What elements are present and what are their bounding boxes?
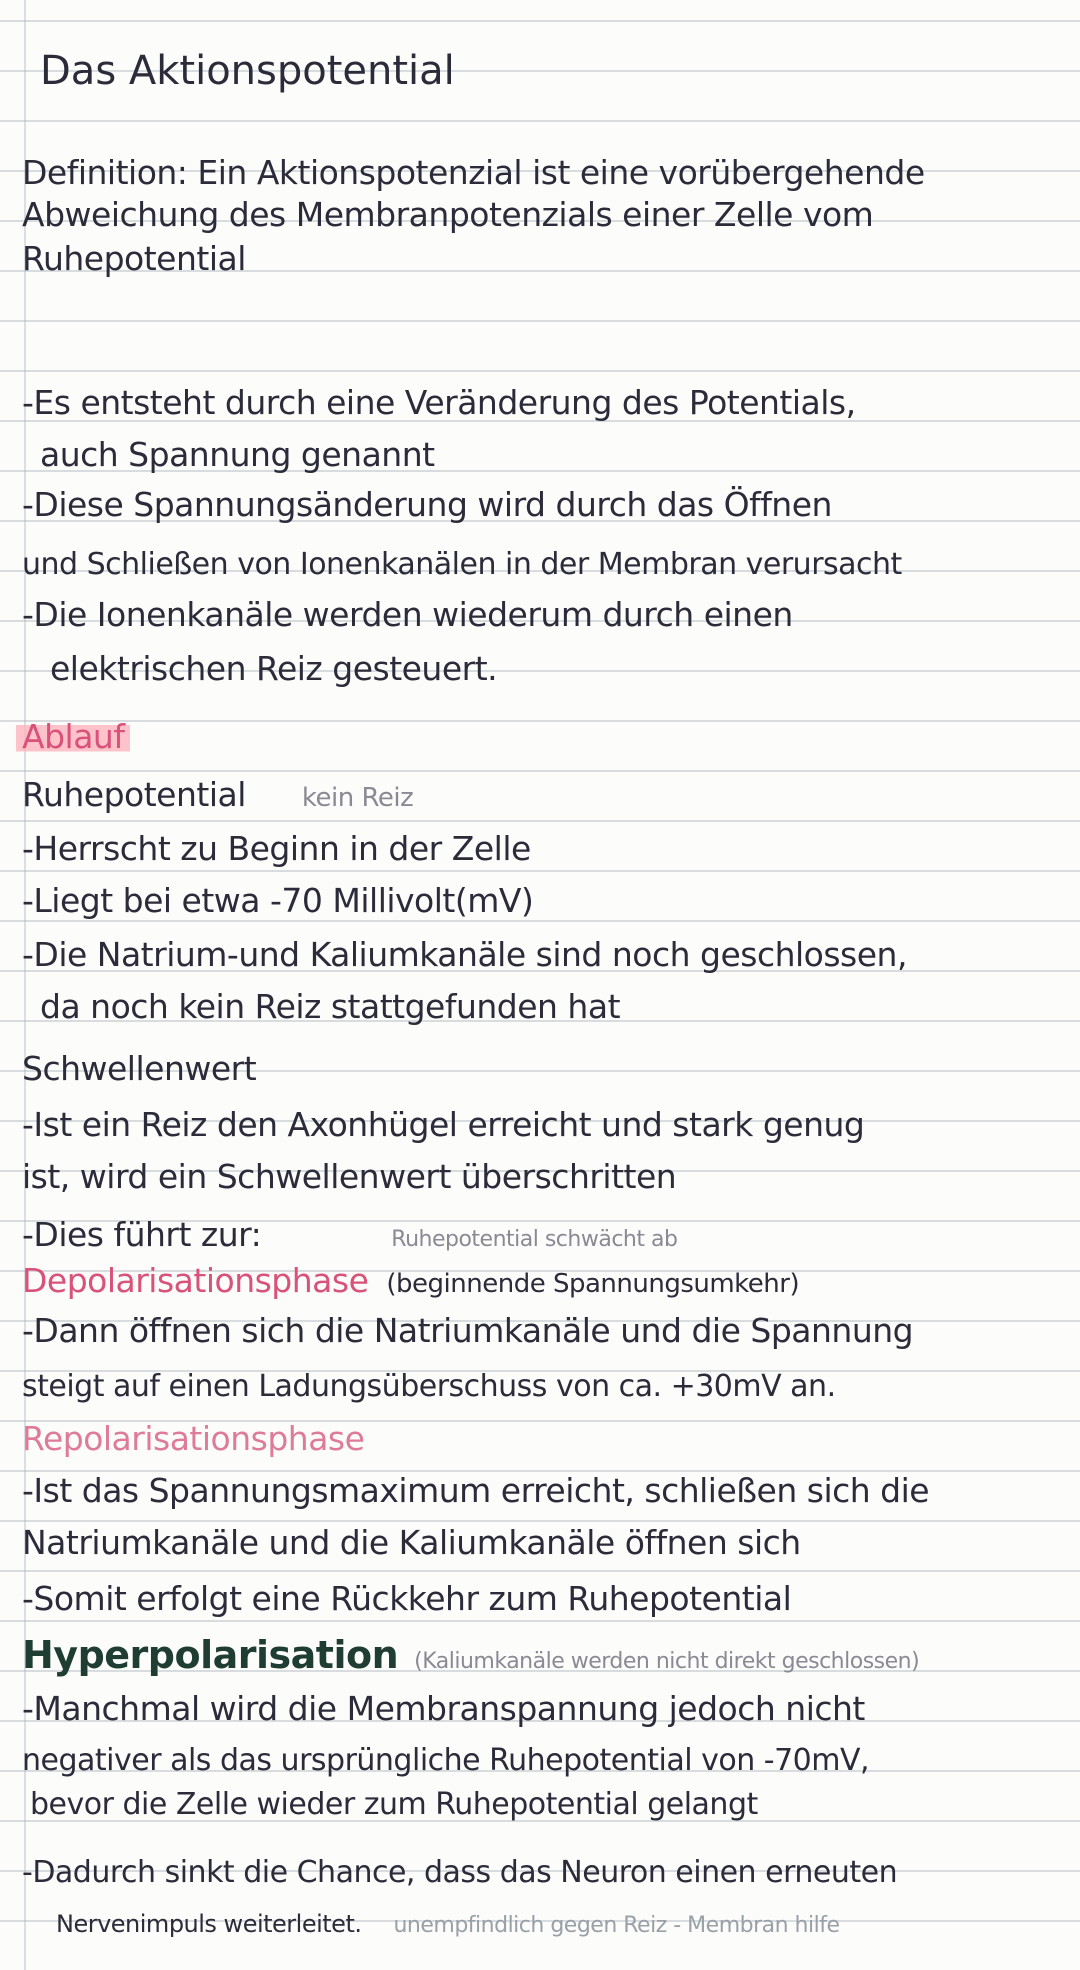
depol-heading: Depolarisationsphase (22, 1261, 369, 1300)
schwelle-line-2: ist, wird ein Schwellenwert überschritten (22, 1157, 677, 1196)
schwelle-line-3-row (22, 1210, 1072, 1260)
intro-line-4: und Schließen von Ionenkanälen in der Membran verursacht (22, 547, 902, 582)
hyper-tail-note: unempfindlich gegen Reiz - Membran hilfe (393, 1913, 840, 1938)
intro-line-5: -Die Ionenkanäle werden wiederum durch einen (22, 595, 793, 634)
repol-line-2: Natriumkanäle und die Kaliumkanäle öffnen sich (22, 1523, 801, 1562)
hyper-heading: Hyperpolarisation (22, 1633, 399, 1677)
ruhe-note: kein Reiz (301, 783, 414, 813)
definition-line-1: Definition: Ein Aktionspotenzial ist eine vorübergehende (22, 153, 925, 192)
depol-line-1: -Dann öffnen sich die Natriumkanäle und die Spannung (22, 1311, 914, 1350)
schwelle-heading: Schwellenwert (22, 1049, 257, 1088)
depol-line-2: steigt auf einen Ladungsüberschuss von ca. +30mV an. (22, 1369, 836, 1404)
ablauf-heading-text: Ablauf (16, 717, 130, 756)
hyper-line-1: -Manchmal wird die Membranspannung jedoch nicht (22, 1689, 865, 1728)
page-title: Das Aktionspotential (40, 48, 455, 94)
hyper-line-5-row (56, 1896, 1072, 1946)
repol-line-1: -Ist das Spannungsmaximum erreicht, schließen sich die (22, 1471, 930, 1510)
ruhe-line-1: -Herrscht zu Beginn in der Zelle (22, 829, 531, 868)
hyper-line-5: Nervenimpuls weiterleitet. (56, 1910, 362, 1938)
hyper-line-3: bevor die Zelle wieder zum Ruhepotential gelangt (30, 1787, 758, 1822)
hyper-line-4: -Dadurch sinkt die Chance, dass das Neuron einen erneuten (22, 1855, 898, 1890)
intro-line-1: -Es entsteht durch eine Veränderung des Potentials, (22, 383, 856, 422)
hyper-heading-line (22, 1630, 1072, 1680)
depol-note: (beginnende Spannungsumkehr) (386, 1269, 800, 1299)
ruhe-line-2: -Liegt bei etwa -70 Millivolt(mV) (22, 881, 534, 920)
depol-heading-line (22, 1256, 1072, 1306)
repol-heading: Repolarisationsphase (22, 1419, 365, 1458)
schwelle-line-1: -Ist ein Reiz den Axonhügel erreicht und stark genug (22, 1105, 865, 1144)
ablauf-heading (16, 712, 1072, 762)
schwelle-note: Ruhepotential schwächt ab (391, 1227, 678, 1252)
hyper-note: (Kaliumkanäle werden nicht direkt geschlossen) (414, 1649, 920, 1674)
ruhe-heading-line (22, 770, 1072, 820)
hyper-line-2: negativer als das ursprüngliche Ruhepotential von -70mV, (22, 1743, 870, 1778)
intro-line-6: elektrischen Reiz gesteuert. (50, 649, 498, 688)
ruhe-line-3: -Die Natrium-und Kaliumkanäle sind noch geschlossen, (22, 935, 907, 974)
ruhe-line-4: da noch kein Reiz stattgefunden hat (40, 987, 621, 1026)
intro-line-3: -Diese Spannungsänderung wird durch das Öffnen (22, 485, 832, 524)
ruhe-heading: Ruhepotential (22, 775, 246, 814)
definition-line-3: Ruhepotential (22, 239, 246, 278)
schwelle-line-3: -Dies führt zur: (22, 1215, 262, 1254)
repol-line-3: -Somit erfolgt eine Rückkehr zum Ruhepotential (22, 1579, 792, 1618)
definition-line-2: Abweichung des Membranpotenzials einer Zelle vom (22, 195, 874, 234)
intro-line-2: auch Spannung genannt (40, 435, 435, 474)
